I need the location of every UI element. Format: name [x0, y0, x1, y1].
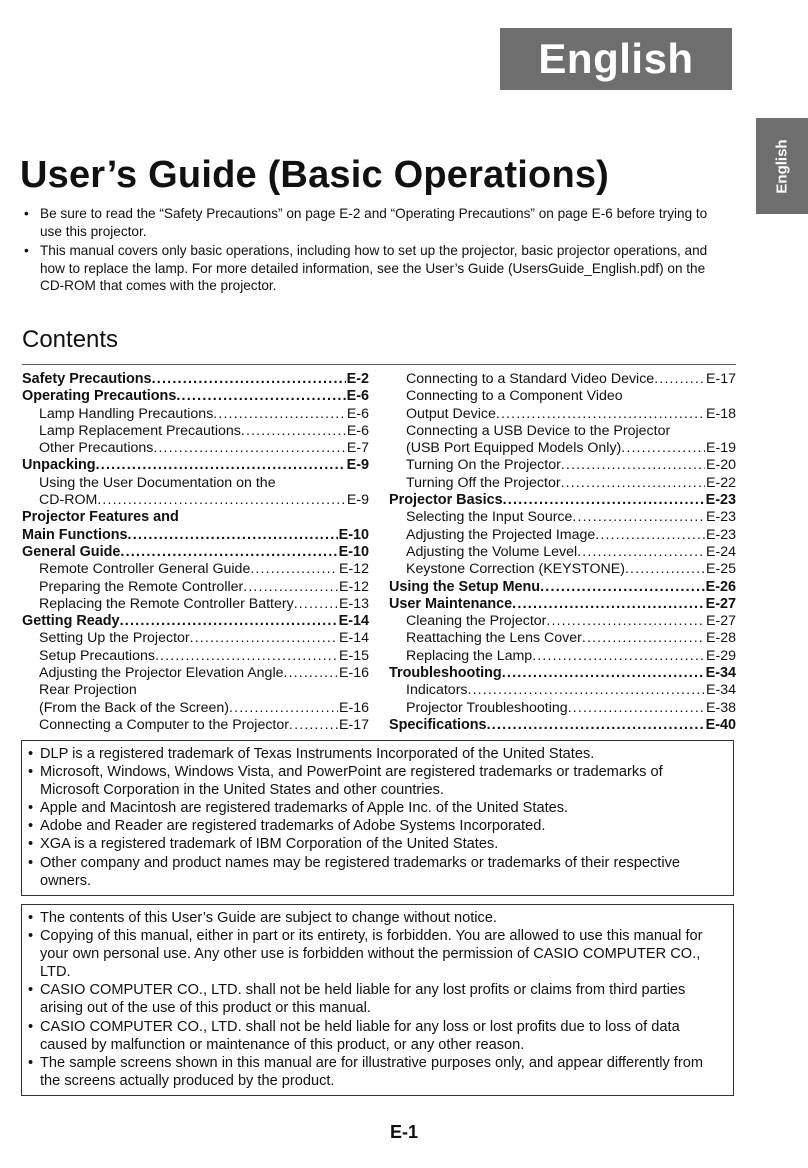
toc-page: E-27 — [705, 595, 736, 612]
toc-leader — [294, 596, 338, 613]
toc-entry[interactable] — [389, 700, 736, 717]
toc-page: E-19 — [706, 440, 736, 457]
toc-label: Output Device — [406, 405, 496, 422]
trademark-note: • Apple and Macintosh are registered trademarks of Apple Inc. of the United States. — [28, 799, 725, 817]
disclaimer-note: • The sample screens shown in this manual are for illustrative purposes only, and appear differently from the screens actually produced by the product. — [28, 1054, 725, 1090]
toc-leader — [502, 665, 705, 682]
toc-page: E-10 — [338, 526, 369, 543]
toc-page: E-6 — [346, 388, 369, 405]
disclaimer-note: • CASIO COMPUTER CO., LTD. shall not be held liable for any lost profits or claims from third parties arising out of the use of this product or this manual. — [28, 981, 725, 1017]
contents-heading: Contents — [22, 326, 119, 353]
toc-page: E-27 — [706, 613, 736, 630]
toc-label: Using the Setup Menu — [389, 578, 541, 595]
trademark-note: • DLP is a registered trademark of Texas Instruments Incorporated of the United States. — [28, 745, 725, 763]
toc-page: E-20 — [706, 457, 736, 474]
trademarks-box — [21, 740, 734, 896]
language-banner-label: English — [538, 35, 694, 82]
toc-page: E-22 — [706, 474, 736, 491]
disclaimer-note: • Copying of this manual, either in part or its entirety, is forbidden. You are allowed to use this manual for your own personal use. Any other use is forbidden without the permission of CASIO COMPUTER CO., LTD. — [28, 927, 725, 981]
toc-label: Turning Off the Projector — [406, 474, 561, 491]
toc-entry[interactable] — [389, 596, 736, 613]
toc-page: E-23 — [706, 526, 736, 543]
toc-page: E-10 — [338, 543, 369, 560]
toc-entry[interactable] — [22, 648, 369, 665]
toc-leader — [540, 579, 704, 596]
toc-label: Setup Precautions — [39, 647, 155, 664]
toc-entry[interactable] — [389, 492, 736, 509]
toc-page: E-16 — [339, 699, 369, 716]
toc-left-column — [22, 371, 369, 734]
toc-entry[interactable] — [22, 457, 369, 474]
toc-page: E-38 — [706, 699, 736, 716]
toc-entry[interactable] — [22, 388, 369, 405]
toc-label: Replacing the Remote Controller Battery — [39, 595, 294, 612]
toc-label: Operating Precautions — [22, 388, 177, 405]
toc-label: Lamp Handling Precautions — [39, 405, 214, 422]
toc-leader — [213, 406, 346, 423]
toc-leader — [532, 648, 705, 665]
toc-leader — [595, 527, 705, 544]
toc-page: E-2 — [346, 371, 369, 387]
toc-entry[interactable] — [389, 371, 736, 388]
toc-entry[interactable] — [389, 406, 736, 423]
toc-label: Other Precautions — [39, 440, 154, 457]
toc-page: E-34 — [705, 665, 736, 682]
toc-entry[interactable] — [389, 613, 736, 630]
intro-notes — [22, 205, 712, 297]
toc-right-column — [389, 371, 736, 734]
toc-entry[interactable] — [22, 544, 369, 561]
toc-page: E-25 — [706, 561, 736, 578]
toc-page: E-28 — [706, 630, 736, 647]
trademark-note: • Other company and product names may be registered trademarks or trademarks of their respective owners. — [28, 854, 725, 890]
toc-label: Replacing the Lamp — [406, 647, 533, 664]
toc-page: E-23 — [706, 509, 736, 526]
toc-page: E-17 — [339, 716, 369, 733]
toc-entry[interactable] — [389, 457, 736, 474]
intro-note: • This manual covers only basic operations, including how to set up the projector, basic projector operations, and how to replace the lamp. For more detailed information, see the User’s Guide (UsersGuide_English.pdf) on the CD-ROM that comes with the projector. — [22, 242, 712, 295]
trademark-note: • Microsoft, Windows, Windows Vista, and PowerPoint are registered trademarks or trademarks of Microsoft Corporation in the United States and other countries. — [28, 763, 725, 799]
toc-entry[interactable] — [22, 492, 369, 509]
page-number: E-1 — [389, 1122, 418, 1142]
toc-entry[interactable] — [22, 579, 369, 596]
toc-page: E-29 — [706, 647, 736, 664]
toc-label: Remote Controller General Guide — [39, 561, 251, 578]
toc-leader — [496, 406, 705, 423]
toc-entry[interactable] — [22, 665, 369, 682]
toc-leader — [561, 457, 705, 474]
toc-leader — [546, 613, 705, 630]
toc-entry[interactable] — [389, 717, 736, 734]
toc-label: Adjusting the Projected Image — [406, 526, 596, 543]
toc-leader — [487, 717, 705, 734]
toc-entry[interactable] — [22, 527, 369, 544]
toc-leader — [128, 527, 338, 544]
toc-label: Turning On the Projector — [406, 457, 561, 474]
toc-leader — [152, 371, 346, 388]
toc-leader — [561, 475, 705, 492]
toc-leader — [582, 630, 705, 647]
toc-entry[interactable] — [22, 700, 369, 717]
toc-label: Projector Basics — [389, 492, 503, 509]
toc-label: Cleaning the Projector — [406, 613, 547, 630]
trademark-note: • XGA is a registered trademark of IBM Corporation of the United States. — [28, 835, 725, 853]
disclaimers-box — [21, 904, 734, 1096]
toc-leader — [176, 388, 345, 405]
toc-leader — [284, 665, 339, 682]
toc-entry[interactable] — [389, 630, 736, 647]
toc-leader — [654, 371, 705, 388]
toc-label: Keystone Correction (KEYSTONE) — [406, 561, 625, 578]
toc-page: E-12 — [339, 561, 369, 578]
toc-entry[interactable] — [22, 717, 369, 734]
toc-label: Adjusting the Projector Elevation Angle — [39, 665, 284, 682]
toc-leader — [572, 509, 705, 526]
toc-page: E-26 — [705, 578, 736, 595]
toc-entry[interactable] — [22, 440, 369, 457]
toc-leader — [503, 492, 705, 509]
toc-entry[interactable] — [22, 423, 369, 440]
language-side-tab — [756, 118, 808, 214]
toc-entry[interactable] — [22, 406, 369, 423]
toc-leader — [289, 717, 338, 734]
toc-entry[interactable] — [389, 682, 736, 699]
toc-label: Specifications — [389, 716, 487, 733]
toc-leader — [96, 457, 346, 474]
toc-entry[interactable] — [22, 596, 369, 613]
toc-page: E-18 — [706, 405, 736, 422]
toc-entry[interactable] — [22, 561, 369, 578]
toc-label: User Maintenance — [389, 595, 513, 612]
toc-label: Preparing the Remote Controller — [39, 578, 244, 595]
toc-page: E-9 — [346, 457, 369, 474]
intro-note: • Be sure to read the “Safety Precautions” on page E-2 and “Operating Precautions” on page E-6 before trying to use this projector. — [22, 205, 712, 240]
toc-label: Selecting the Input Source — [406, 509, 573, 526]
toc-label-line[interactable]: Using the User Documentation on the — [39, 474, 276, 491]
toc-label: Unpacking — [22, 457, 96, 474]
toc-entry[interactable] — [22, 630, 369, 647]
toc-page: E-15 — [339, 647, 369, 664]
toc-label: (From the Back of the Screen) — [39, 699, 230, 716]
toc-leader — [155, 648, 338, 665]
toc-leader — [120, 544, 337, 561]
toc-entry[interactable] — [389, 561, 736, 578]
toc-entry[interactable] — [389, 475, 736, 492]
toc-page: E-16 — [339, 665, 369, 682]
toc-entry[interactable] — [389, 665, 736, 682]
toc-entry[interactable] — [389, 544, 736, 561]
disclaimer-note: • CASIO COMPUTER CO., LTD. shall not be held liable for any loss or lost profits due to loss of data caused by malfunction or maintenance of this product, or any other reason. — [28, 1018, 725, 1054]
toc-entry[interactable] — [389, 509, 736, 526]
toc-label: Connecting to a Standard Video Device — [406, 371, 655, 387]
toc-entry[interactable] — [22, 613, 369, 630]
toc-entry[interactable] — [389, 648, 736, 665]
toc-page: E-17 — [706, 371, 736, 387]
toc-label-line[interactable]: Connecting a USB Device to the Projector — [406, 422, 671, 439]
toc-page: E-34 — [706, 682, 736, 699]
toc-page: E-13 — [339, 595, 369, 612]
toc-leader — [241, 423, 346, 440]
toc-label: Troubleshooting — [389, 665, 502, 682]
toc-label: Setting Up the Projector — [39, 630, 190, 647]
toc-label: Projector Troubleshooting — [406, 699, 568, 716]
toc-label: Reattaching the Lens Cover — [406, 630, 582, 647]
toc-label: CD-ROM — [39, 492, 98, 509]
toc-label: (USB Port Equipped Models Only) — [406, 440, 622, 457]
toc-page: E-40 — [705, 716, 736, 733]
toc-entry[interactable] — [389, 527, 736, 544]
toc-label-line[interactable]: Connecting to a Component Video — [406, 388, 623, 405]
toc-page: E-6 — [346, 422, 369, 439]
toc-label: Connecting a Computer to the Projector — [39, 716, 289, 733]
toc-page: E-12 — [339, 578, 369, 595]
toc-label-line[interactable]: Projector Features and — [22, 509, 179, 526]
toc-page: E-24 — [706, 543, 736, 560]
toc-leader — [468, 682, 706, 699]
toc-label: General Guide — [22, 543, 121, 560]
toc-page: E-6 — [346, 405, 369, 422]
toc-label: Safety Precautions — [22, 371, 152, 387]
trademark-note: • Adobe and Reader are registered trademarks of Adobe Systems Incorporated. — [28, 817, 725, 835]
toc-label-line[interactable]: Rear Projection — [39, 682, 137, 699]
toc-leader — [243, 579, 338, 596]
toc-leader — [621, 440, 705, 457]
disclaimer-note: • The contents of this User’s Guide are subject to change without notice. — [28, 909, 725, 927]
toc-page: E-23 — [705, 492, 736, 509]
toc-entry[interactable] — [389, 579, 736, 596]
toc-entry[interactable] — [22, 371, 369, 388]
toc-page: E-7 — [346, 440, 369, 457]
toc-label: Getting Ready — [22, 613, 120, 630]
toc-page: E-14 — [338, 613, 369, 630]
toc-leader — [153, 440, 346, 457]
toc-label: Lamp Replacement Precautions — [39, 422, 241, 439]
contents-divider — [22, 364, 736, 365]
language-side-tab-label: English — [773, 138, 791, 194]
toc-label: Adjusting the Volume Level — [406, 543, 578, 560]
toc-label: Main Functions — [22, 526, 128, 543]
toc-leader — [97, 492, 346, 509]
toc-leader — [568, 700, 705, 717]
toc-leader — [625, 561, 705, 578]
toc-page: E-14 — [339, 630, 369, 647]
language-banner — [500, 28, 732, 90]
toc-leader — [120, 613, 338, 630]
toc-entry[interactable] — [389, 440, 736, 457]
toc-leader — [229, 700, 338, 717]
toc-leader — [577, 544, 705, 561]
toc-leader — [190, 630, 338, 647]
toc-label: Indicators — [406, 682, 468, 699]
toc-leader — [512, 596, 704, 613]
toc-page: E-9 — [346, 492, 369, 509]
toc-leader — [250, 561, 338, 578]
page-title: User’s Guide (Basic Operations) — [20, 154, 610, 196]
